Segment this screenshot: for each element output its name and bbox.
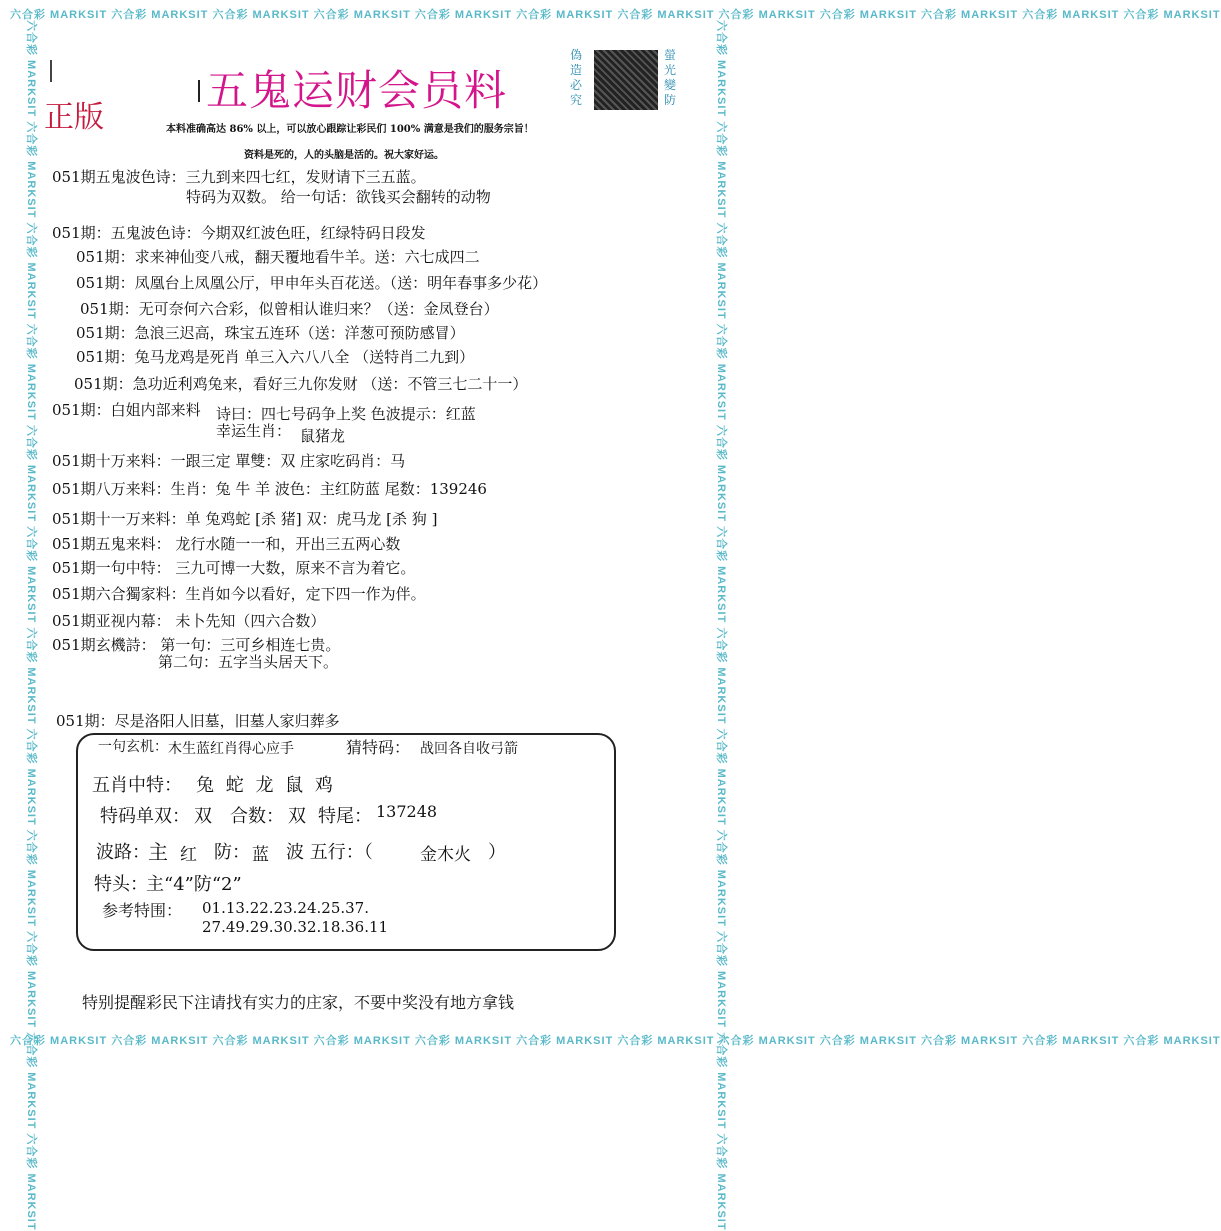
intro-line-1: 本料准确高达 86% 以上，可以放心跟踪让彩民们 100% 满意是我们的服务宗旨！	[166, 124, 534, 135]
line-baijie-poem: 诗曰：四七号码争上奖 色波提示：红蓝	[216, 405, 476, 423]
odd-even-value: 双	[194, 806, 212, 827]
guess-text: 战回各自收弓箭	[420, 741, 518, 757]
reference-line-1: 01.13.22.23.24.25.37.	[202, 899, 369, 917]
wave-main: 主	[148, 840, 168, 864]
sum-value: 双	[288, 806, 306, 827]
line-waves: 051期：急浪三迟高，珠宝五连环（送：洋葱可预防感冒）	[76, 324, 465, 342]
wave-guard-label: 防：	[214, 842, 250, 863]
margin-mark	[50, 60, 52, 82]
page-title: 五鬼运财会员料	[206, 66, 508, 115]
anti-counterfeit-label: 偽造必究	[570, 48, 583, 107]
watermark-bottom: 六合彩 MARKSIT 六合彩 MARKSIT 六合彩 MARKSIT 六合彩 MARKSIT 六合彩 MARKSIT 六合彩 MARKSIT 六合彩 MARKSIT 六合彩 MARKSIT 六合彩 MARKSIT 六合彩 MARKSIT 六合彩 MARKSIT 六合彩 MARKSIT	[10, 1035, 1221, 1047]
head-value: 主“4”防“2”	[146, 874, 242, 895]
reference-label: 参考特围：	[102, 901, 183, 920]
wave-main-color: 红	[180, 845, 197, 865]
head-label: 特头：	[94, 874, 148, 895]
line-five-ghost-poem-2: 特码为双数。 给一句话：欲钱买会翻转的动物	[186, 188, 491, 206]
wave-guard: 蓝	[252, 845, 269, 865]
qr-code-image	[594, 50, 658, 110]
watermark-left: 六合彩 MARKSIT 六合彩 MARKSIT 六合彩 MARKSIT 六合彩 MARKSIT 六合彩 MARKSIT 六合彩 MARKSIT 六合彩 MARKSIT 六合彩 MARKSIT 六合彩 MARKSIT 六合彩 MARKSIT 六合彩 MARKSIT 六合彩 MARKSIT	[25, 20, 37, 1231]
element-close: ）	[488, 842, 506, 863]
fluorescent-label: 螢光變防	[664, 48, 677, 107]
element-label: 波 五行：（	[286, 842, 373, 863]
line-80k: 051期八万来料：生肖：兔 牛 羊 波色：主红防蓝 尾数：139246	[52, 480, 487, 498]
line-phoenix: 051期：凤凰台上凤凰公厅，甲申年头百花送。（送：明年春事多少花）	[76, 274, 548, 292]
line-luoyang: 051期：尽是洛阳人旧墓，旧墓人家归葬多	[56, 712, 340, 730]
line-immortal: 051期：求来神仙变八戒，翻天覆地看牛羊。送：六七成四二	[76, 248, 480, 266]
intro-line-2: 资料是死的，人的头脑是活的。祝大家好运。	[244, 150, 444, 161]
watermark-top: 六合彩 MARKSIT 六合彩 MARKSIT 六合彩 MARKSIT 六合彩 MARKSIT 六合彩 MARKSIT 六合彩 MARKSIT 六合彩 MARKSIT 六合彩 MARKSIT 六合彩 MARKSIT 六合彩 MARKSIT 六合彩 MARKSIT 六合彩 MARKSIT	[10, 9, 1221, 21]
five-zodiac-value: 兔 蛇 龙 鼠 鸡	[196, 775, 333, 796]
riddle-text: 木生蓝红肖得心应手	[168, 741, 294, 757]
five-zodiac-label: 五肖中特：	[92, 775, 182, 796]
tail-value: 137248	[376, 802, 438, 821]
guess-label: 猜特码：	[346, 738, 411, 757]
title-divider	[198, 80, 200, 102]
line-atv-inside: 051期亚视内幕： 未卜先知（四六合数）	[52, 612, 326, 630]
line-exclusive: 051期六合獨家料：生肖如今以看好，定下四一作为伴。	[52, 585, 426, 603]
sum-label: 合数：	[230, 806, 284, 827]
line-baijie-label: 051期：白姐内部来料	[52, 401, 201, 419]
line-mystic-poem-2: 第二句：五字当头居天下。	[158, 653, 339, 671]
line-one-sentence: 051期一句中特： 三九可博一大数，原来不言为着它。	[52, 559, 416, 577]
line-dead-zodiac: 051期：兔马龙鸡是死肖 单三入六八八全 （送特肖二九到）	[76, 348, 475, 366]
footer-reminder: 特别提醒彩民下注请找有实力的庄家，不要中奖没有地方拿钱	[82, 993, 515, 1012]
edition-label: 正版	[44, 100, 104, 135]
element-value: 金木火	[420, 845, 471, 865]
line-lucky-label: 幸运生肖：	[216, 422, 292, 440]
watermark-right: 六合彩 MARKSIT 六合彩 MARKSIT 六合彩 MARKSIT 六合彩 MARKSIT 六合彩 MARKSIT 六合彩 MARKSIT 六合彩 MARKSIT 六合彩 MARKSIT 六合彩 MARKSIT 六合彩 MARKSIT 六合彩 MARKSIT 六合彩 MARKSIT	[715, 20, 727, 1231]
wave-label: 波路：	[96, 842, 150, 863]
odd-even-label: 特码单双：	[100, 806, 190, 827]
riddle-label: 一句玄机：	[98, 739, 168, 755]
line-helpless: 051期：无可奈何六合彩，似曾相认谁归来？（送：金凤登台）	[80, 300, 499, 318]
line-five-ghost-source: 051期五鬼来料： 龙行水随一一和，开出三五两心数	[52, 535, 401, 553]
line-five-ghost-poem: 051期五鬼波色诗：三九到来四七红，发财请下三五蓝。	[52, 168, 426, 186]
line-mystic-poem: 051期玄機詩： 第一句：三可乡相连七贵。	[52, 636, 341, 654]
reference-line-2: 27.49.29.30.32.18.36.11	[202, 918, 389, 936]
line-110k: 051期十一万来料：单 兔鸡蛇 [杀 猪] 双：虎马龙 [杀 狗 ]	[52, 510, 438, 528]
line-lucky-zodiac: 鼠猪龙	[300, 427, 346, 445]
tail-label: 特尾：	[318, 806, 372, 827]
line-quick-profit: 051期：急功近利鸡兔来，看好三九你发财 （送：不管三七二十一）	[74, 375, 528, 393]
line-100k: 051期十万来料：一跟三定 單雙：双 庄家吃码肖：马	[52, 452, 406, 470]
line-wave-poem: 051期：五鬼波色诗：今期双红波色旺，红绿特码日段发	[52, 224, 426, 242]
